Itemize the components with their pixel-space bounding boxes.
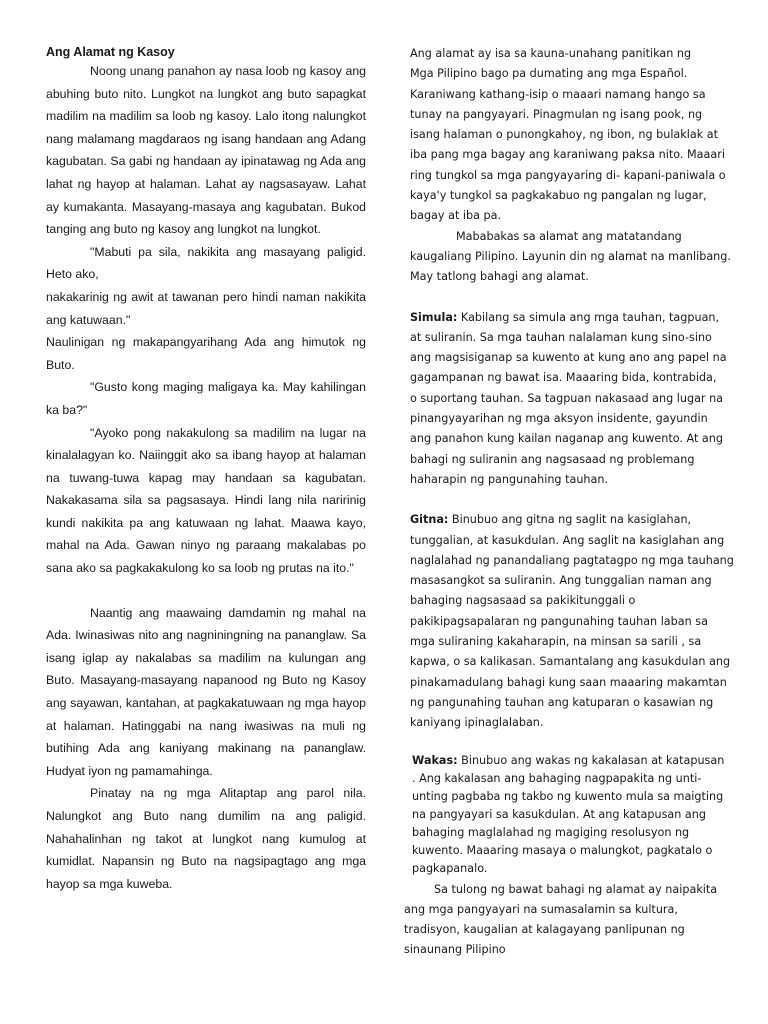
simula-line: pinangyayarihan ng mga aksyon insidente, gayundin [410, 412, 708, 426]
gitna-line: naglalahad ng panandaliang pagtatagpo ng mga tauhang [410, 553, 734, 567]
intro-line: Ang alamat ay isa sa kauna-unahang panitikan ng [410, 47, 692, 60]
simula-line: haharapin ng pangunahing tauhan. [410, 472, 609, 486]
gitna-section [410, 510, 760, 733]
intro2-line: Mababakas sa alamat ang matatandang [456, 229, 682, 243]
gitna-line: bahaging nagsasaad sa pakikitunggali o [410, 594, 636, 608]
simula-line: o suportang tauhan. Sa tagpuan nakasaad ang lugar na [410, 391, 724, 405]
intro-paragraph-2 [410, 227, 760, 288]
gitna-line: ng pangunahing tauhan ang katuparan o kasawian ng [410, 695, 714, 709]
left-column [46, 44, 366, 895]
wakas-line: . Ang kakalasan ang bahaging nagpapakita ng unti- [412, 771, 702, 785]
wakas-section [410, 752, 760, 878]
intro-paragraph [410, 44, 760, 227]
closing-line: Sa tulong ng bawat bahagi ng alamat ay naipakita [434, 882, 718, 896]
simula-line: ang magsisiganap sa kuwento at kung ano ang papel na [410, 351, 727, 365]
wakas-label: Wakas: [412, 753, 458, 767]
story-paragraph-7: Pinatay na ng mga Alitaptap ang parol nila. Nalungkot ang Buto nang dumilim na ang paligid. Nahahalinhan ng takot at lungkot nang kumulog at kumidlat. Napansin ng Buto na nagsipagtago ang mga hayop sa mga kuweba. [46, 786, 366, 891]
simula-first-line: Kabilang sa simula ang mga tauhan, tagpuan, [457, 310, 720, 324]
intro-line: iba pang mga bagay ang karaniwang paksa nito. Maaari [410, 148, 725, 162]
gitna-line: kaniyang ipinaglalaban. [410, 716, 544, 730]
simula-line: ang panahon kung kailan naganap ang kuwento. At ang [410, 432, 723, 446]
intro-line: bagay at iba pa. [410, 209, 502, 223]
gitna-line: kapwa, o sa kalikasan. Samantalang ang kasukdulan ang [410, 655, 731, 669]
right-column [404, 44, 760, 960]
simula-line: at suliranin. Sa mga tauhan nalalaman kung sino-sino [410, 330, 712, 344]
story-paragraph-3: Naulinigan ng makapangyarihang Ada ang himutok ng Buto. [46, 335, 366, 372]
closing-paragraph [404, 880, 760, 960]
intro-line: Mga Pilipino bago pa dumating ang mga Español. [410, 67, 688, 81]
closing-line: sinaunang Pilipino [404, 942, 506, 956]
simula-section [410, 308, 760, 491]
gitna-line: masasangkot sa suliranin. Ang tunggalian naman ang [410, 574, 712, 588]
gitna-line: tunggalian, at kasukdulan. Ang saglit na kasiglahan ang [410, 533, 725, 547]
story-title: Ang Alamat ng Kasoy [46, 45, 175, 59]
gitna-line: pakikipagsapalaran ng pangunahing tauhan laban sa [410, 614, 708, 628]
intro-line: kaya'y tungkol sa pagkakabuo ng pangalan ng lugar, [410, 189, 707, 203]
wakas-line: kuwento. Maaaring masaya o malungkot, pagkatalo o [412, 843, 713, 857]
story-paragraph-6: Naantig ang maawaing damdamin ng mahal na Ada. Iwinasiwas nito ang nagniningning na pananglaw. Sa isang iglap ay nakalabas sa madilim na kulungan ang Buto. Masayang-masayang napanood ng Buto ng Kasoy ang sayawan, kantahan, at pagkakatuwaan ng mga hayop at halaman. Hatinggabi na nang iwasiwas na muli ng butihing Ada ang kaniyang makinang na pananglaw. Hudyat iyon ng pamamahinga. [46, 605, 366, 778]
closing-line: ang mga pangyayari na sumasalamin sa kultura, [404, 902, 678, 916]
simula-line: gagampanan ng bawat isa. Maaaring bida, kontrabida, [410, 371, 717, 385]
intro-line: isang halaman o punongkahoy, ng ibon, ng bulaklak at [410, 128, 719, 142]
intro-line: Karaniwang kathang-isip o maaari namang hango sa [410, 87, 706, 101]
wakas-line: pagkapanalo. [412, 861, 488, 875]
closing-line: tradisyon, kaugalian at kalagayang panlipunan ng [404, 922, 685, 936]
gitna-label: Gitna: [410, 513, 449, 527]
gitna-line: mga suliraning kakaharapin, na minsan sa sarili , sa [410, 635, 702, 649]
gitna-line: pinakamadulang bahagi kung saan maaaring makamtan [410, 675, 727, 689]
story-paragraph-5: "Ayoko pong nakakulong sa madilim na lugar na kinalalagyan ko. Naiinggit ako sa ibang hayop at halaman na tuwang-tuwa kapag may handaan sa kagubatan. Nakakasama sila sa pagsasaya. Hindi lang nila naririnig kundi nakikita pa ang katuwaan ng lahat. Maawa kayo, mahal na Ada. Gawan ninyo ng paraang makalabas po sana ako sa pagkakakulong ko sa loob ng prutas na ito." [46, 425, 366, 576]
story-paragraph-4: "Gusto kong maging maligaya ka. May kahilingan ka ba?" [46, 380, 366, 417]
intro2-line: kaugaliang Pilipino. Layunin din ng alamat na manlibang. [410, 249, 731, 263]
paragraph-gap [46, 580, 366, 602]
wakas-line: na pangyayari sa kasukdulan. At ang katapusan ang [412, 807, 706, 821]
wakas-line: unting pagbaba ng takbo ng kuwento mula sa maigting [412, 789, 724, 803]
simula-label: Simula: [410, 310, 458, 324]
gitna-first-line: Binubuo ang gitna ng saglit na kasiglahan, [448, 513, 692, 527]
story-paragraph-1: Noong unang panahon ay nasa loob ng kasoy ang abuhing buto nito. Lungkot na lungkot ang buto sapagkat madilim na madilim sa loob ng kasoy. Lalo itong nalungkot nang malamang magdaraos ng isang handaan ang Adang kagubatan. Sa gabi ng handaan ay ipinatawag ng Ada ang lahat ng hayop at halaman. Lahat ay nagsasayaw. Lahat ay kumakanta. Masayang-masaya ang kagubatan. Bukod tanging ang buto ng kasoy ang lungkot na lungkot. [46, 64, 366, 237]
story-paragraph-2a: "Mabuti pa sila, nakikita ang masayang paligid. Heto ako, [46, 244, 366, 282]
intro-line: tunay na pangyayari. Pinagmulan ng isang pook, ng [410, 107, 703, 121]
intro2-line: May tatlong bahagi ang alamat. [410, 270, 589, 284]
wakas-first-line: Binubuo ang wakas ng kakalasan at katapusan [457, 753, 725, 767]
wakas-line: bahaging maglalahad ng magiging resolusyon ng [412, 825, 690, 839]
intro-line: ring tungkol sa mga pangyayaring di- kapani-paniwala o [410, 168, 726, 182]
simula-line: bahagi ng suliranin ang nagsasaad ng problemang [410, 452, 695, 466]
story-paragraph-2b: nakakarinig ng awit at tawanan pero hindi naman nakikita ang katuwaan." [46, 289, 366, 327]
